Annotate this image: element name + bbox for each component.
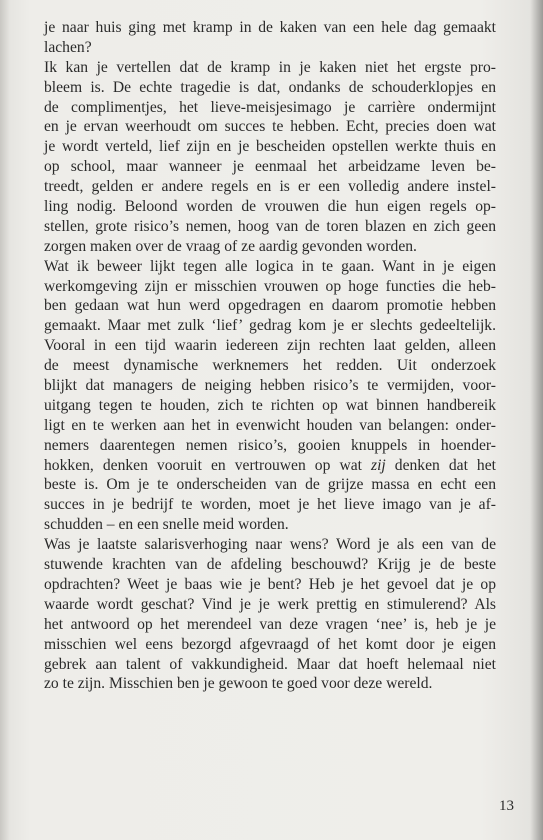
text-line: Vooral in een tijd waarin iedereen zijn rechten laat gelden, alleen [44,337,496,355]
text-line: je wordt verteld, lief zijn en je bescheiden opstellen werkte thuis en [44,138,496,156]
text-line: stellen, grote risico’s nemen, hoog van de toren blazen en zich geen [44,217,496,235]
text-line: ligt en te werken aan het in evenwicht houden van belangen: onder- [44,416,496,434]
text-line: zo te zijn. Misschien ben je gewoon te goed voor deze wereld. [44,675,433,693]
text-line: werkomgeving zijn er misschien vrouwen op hoge functies die heb- [44,277,496,295]
text-line: waarde wordt geschat? Vind je je werk prettig en stimulerend? Als [44,595,496,613]
text-line: de meest dynamische werknemers het redden. Uit onderzoek [44,357,496,375]
page-number: 13 [499,798,514,814]
text-line: opdrachten? Weet je baas wie je bent? Heb je het gevoel dat je op [44,575,496,593]
text-line: gemaakt. Maar met zulk ‘lief’ gedrag kom je er slechts gedeeltelijk. [44,317,496,335]
text-line: beste is. Om je te onderscheiden van de grijze massa en echt een [44,476,496,494]
text-line: de complimentjes, het lieve-meisjesimago je carrière ondermijnt [44,98,496,116]
text-line: je naar huis ging met kramp in de kaken van een hele dag gemaakt [44,19,496,36]
text-line: lachen? [44,38,92,56]
text-line: uitgang tegen te houden, zich te richten op wat binnen handbereik [44,396,496,414]
text-line: en je ervan weerhoudt om succes te hebben. Echt, precies doen wat [44,118,496,136]
text-line: stuwende krachten van de afdeling beschouwd? Krijg je de beste [44,556,496,574]
text-line: Was je laatste salarisverhoging naar wens? Word je als een van de [44,536,496,554]
text-line: gebrek aan talent of vakkundigheid. Maar dat hoeft helemaal niet [44,655,496,673]
text-line: misschien wel eens bezorgd afgevraagd of het komt door je eigen [44,635,496,653]
text-line: ling nodig. Beloond worden de vrouwen die hun eigen regels op- [44,198,496,216]
text-line: succes in je bedrijf te worden, moet je het lieve imago van je af- [44,496,496,514]
text-line: het antwoord op het merendeel van deze vragen ‘nee’ is, heb je je [44,615,496,633]
text-line: bleem is. De echte tragedie is dat, ondanks de schouderklopjes en [44,78,496,96]
text-line: nemers daarentegen nemen risico’s, gooien knuppels in hoender- [44,436,496,454]
text-line: treedt, gelden er andere regels en is er een volledig andere instel- [44,178,496,196]
text-line: Wat ik beweer lijkt tegen alle logica in te gaan. Want in je eigen [44,257,496,275]
body-text [44,18,496,694]
text-line: op school, maar wanneer je eenmaal het arbeidzame leven be- [44,158,496,176]
text-line: schudden – en een snelle meid worden. [44,516,289,534]
text-line: ben gedaan wat hun werd opgedragen en daarom promotie hebben [44,297,496,315]
text-line: zorgen maken over de vraag of ze aardig gevonden worden. [44,237,417,255]
text-line: blijkt dat managers de neiging hebben risico’s te vermijden, voor- [44,377,496,395]
text-line: hokken, denken vooruit en vertrouwen op wat zij denken dat het [44,456,496,474]
text-line: Ik kan je vertellen dat de kramp in je kaken niet het ergste pro- [44,58,496,76]
